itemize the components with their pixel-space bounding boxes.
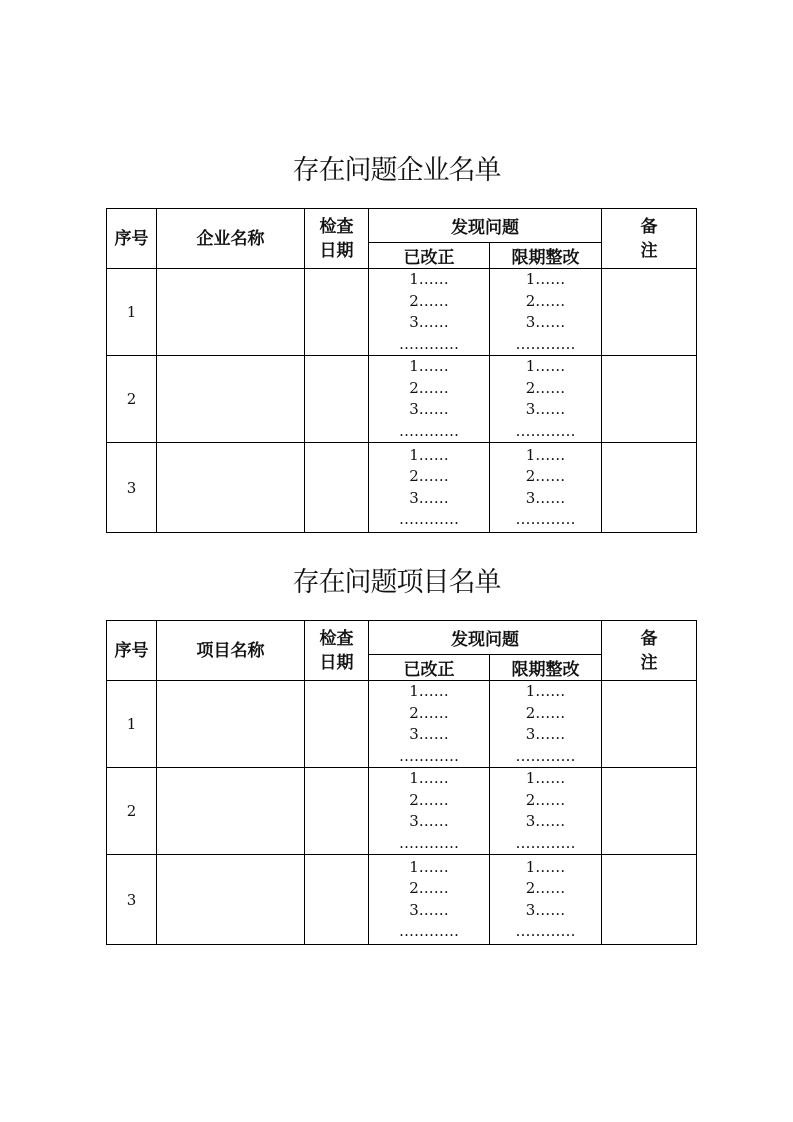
header-enterprise-name: 企业名称 — [157, 209, 305, 269]
row-date-cell[interactable] — [305, 681, 369, 768]
row-name-cell[interactable] — [157, 269, 305, 356]
row-deadline-list: 1…… 2…… 3…… ………… — [490, 681, 602, 768]
row-index: 2 — [107, 768, 157, 855]
table-row — [107, 269, 697, 356]
header-deadline-rectify: 限期整改 — [490, 655, 602, 681]
row-deadline-list: 1…… 2…… 3…… ………… — [490, 269, 602, 356]
project-list-title: 存在问题项目名单 — [292, 567, 501, 598]
row-corrected-list: 1…… 2…… 3…… ………… — [369, 443, 490, 533]
enterprise-list-title: 存在问题企业名单 — [292, 155, 501, 186]
row-date-cell[interactable] — [305, 356, 369, 443]
header-issues-found: 发现问题 — [369, 621, 602, 655]
row-remarks-cell[interactable] — [602, 269, 697, 356]
header-index: 序号 — [107, 621, 157, 681]
row-corrected-list: 1…… 2…… 3…… ………… — [369, 269, 490, 356]
header-inspection-date: 检查 日期 — [305, 621, 369, 681]
table-row — [107, 855, 697, 945]
header-issues-found: 发现问题 — [369, 209, 602, 243]
header-project-name: 项目名称 — [157, 621, 305, 681]
header-row — [107, 621, 697, 655]
header-deadline-rectify: 限期整改 — [490, 243, 602, 269]
row-remarks-cell[interactable] — [602, 768, 697, 855]
row-corrected-list: 1…… 2…… 3…… ………… — [369, 768, 490, 855]
row-name-cell[interactable] — [157, 356, 305, 443]
row-remarks-cell[interactable] — [602, 443, 697, 533]
header-inspection-date: 检查 日期 — [305, 209, 369, 269]
row-corrected-list: 1…… 2…… 3…… ………… — [369, 681, 490, 768]
row-remarks-cell[interactable] — [602, 681, 697, 768]
row-remarks-cell[interactable] — [602, 855, 697, 945]
row-name-cell[interactable] — [157, 768, 305, 855]
table-row — [107, 356, 697, 443]
row-index: 3 — [107, 855, 157, 945]
header-corrected: 已改正 — [369, 243, 490, 269]
row-deadline-list: 1…… 2…… 3…… ………… — [490, 768, 602, 855]
header-corrected: 已改正 — [369, 655, 490, 681]
table-row — [107, 768, 697, 855]
project-issues-table — [106, 620, 697, 945]
row-date-cell[interactable] — [305, 443, 369, 533]
row-date-cell[interactable] — [305, 269, 369, 356]
header-remarks: 备 注 — [602, 209, 697, 269]
row-index: 2 — [107, 356, 157, 443]
row-corrected-list: 1…… 2…… 3…… ………… — [369, 356, 490, 443]
table-row — [107, 443, 697, 533]
table-row — [107, 681, 697, 768]
header-row — [107, 209, 697, 243]
row-deadline-list: 1…… 2…… 3…… ………… — [490, 855, 602, 945]
row-index: 1 — [107, 681, 157, 768]
header-index: 序号 — [107, 209, 157, 269]
row-date-cell[interactable] — [305, 768, 369, 855]
row-index: 3 — [107, 443, 157, 533]
row-name-cell[interactable] — [157, 855, 305, 945]
row-index: 1 — [107, 269, 157, 356]
row-name-cell[interactable] — [157, 681, 305, 768]
row-name-cell[interactable] — [157, 443, 305, 533]
row-deadline-list: 1…… 2…… 3…… ………… — [490, 443, 602, 533]
row-date-cell[interactable] — [305, 855, 369, 945]
header-remarks: 备 注 — [602, 621, 697, 681]
row-remarks-cell[interactable] — [602, 356, 697, 443]
row-corrected-list: 1…… 2…… 3…… ………… — [369, 855, 490, 945]
row-deadline-list: 1…… 2…… 3…… ………… — [490, 356, 602, 443]
enterprise-issues-table — [106, 208, 697, 533]
